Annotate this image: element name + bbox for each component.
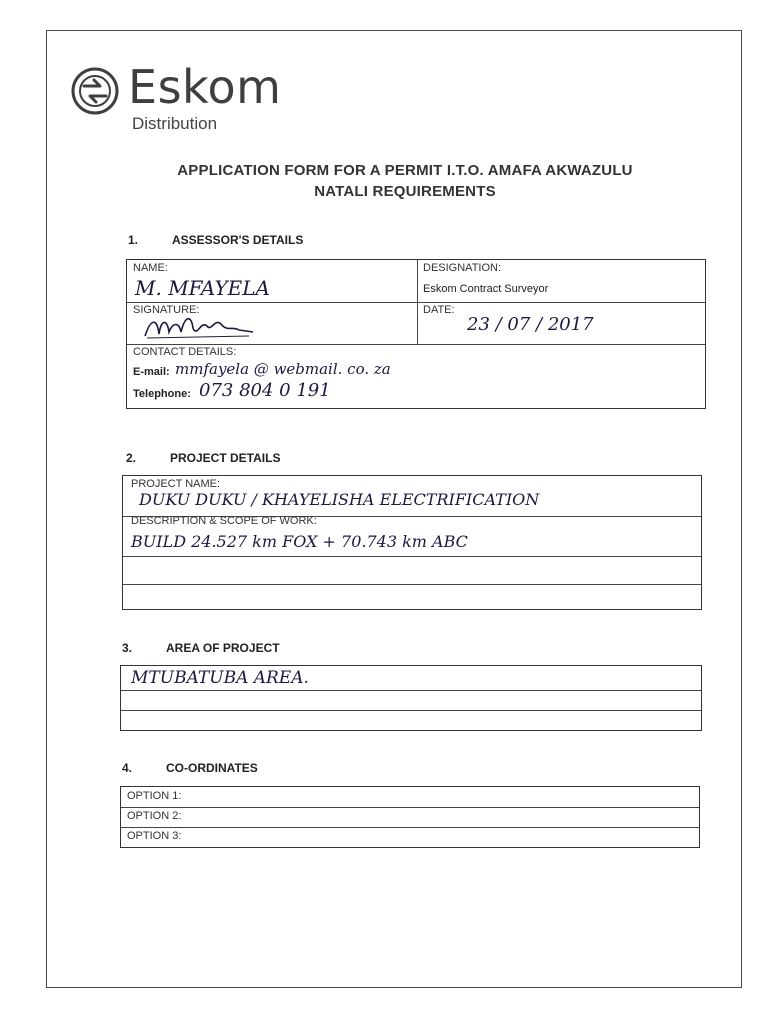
project-row-divider-2 <box>123 556 701 557</box>
eskom-emblem-icon <box>70 66 120 116</box>
designation-value[interactable]: Eskom Contract Surveyor <box>423 283 549 295</box>
date-value[interactable]: 23 / 07 / 2017 <box>467 314 594 335</box>
contact-details-label: CONTACT DETAILS: <box>133 346 237 358</box>
designation-label: DESIGNATION: <box>423 262 502 274</box>
project-name-label: PROJECT NAME: <box>131 478 221 490</box>
section-2-title: PROJECT DETAILS <box>170 451 281 465</box>
telephone-value[interactable]: 073 804 0 191 <box>199 380 331 401</box>
section-4-heading <box>122 761 258 775</box>
project-name-value[interactable]: DUKU DUKU / KHAYELISHA ELECTRIFICATION <box>139 490 540 509</box>
coordinate-option-2-label: OPTION 2: <box>127 810 182 822</box>
assessor-row-divider-2 <box>127 344 705 345</box>
name-value[interactable]: M. MFAYELA <box>135 276 270 300</box>
section-3-heading <box>122 641 280 655</box>
section-2-heading <box>126 451 280 465</box>
section-2-number: 2. <box>126 451 137 465</box>
area-value[interactable]: MTUBATUBA AREA. <box>131 668 309 688</box>
assessor-details-box <box>126 259 706 409</box>
section-1-number: 1. <box>128 233 139 247</box>
coordinate-option-1-label: OPTION 1: <box>127 790 182 802</box>
area-row-divider-1 <box>121 690 701 691</box>
section-1-title: ASSESSOR'S DETAILS <box>172 233 304 247</box>
project-row-divider-3 <box>123 584 701 585</box>
section-4-title: CO-ORDINATES <box>166 761 258 775</box>
project-details-box <box>122 475 702 610</box>
scope-value[interactable]: BUILD 24.527 km FOX + 70.743 km ABC <box>131 532 468 551</box>
handwritten-signature <box>141 310 261 344</box>
eskom-logo <box>70 60 282 144</box>
coordinate-option-3-label: OPTION 3: <box>127 830 182 842</box>
coordinates-box <box>120 786 700 848</box>
form-title <box>120 160 690 202</box>
date-label: DATE: <box>423 304 455 316</box>
coordinates-row-divider-1 <box>121 807 699 808</box>
assessor-row-divider-1 <box>127 302 705 303</box>
form-title-line-1: APPLICATION FORM FOR A PERMIT I.T.O. AMAFA AKWAZULU <box>177 162 633 179</box>
section-1-heading <box>128 233 303 247</box>
section-3-title: AREA OF PROJECT <box>166 641 280 655</box>
name-label: NAME: <box>133 262 168 274</box>
area-row-divider-2 <box>121 710 701 711</box>
coordinates-row-divider-2 <box>121 827 699 828</box>
telephone-label: Telephone: <box>133 388 191 400</box>
signature-label: SIGNATURE: <box>133 304 200 316</box>
email-label: E-mail: <box>133 366 170 378</box>
form-title-line-2: NATALI REQUIREMENTS <box>314 183 496 200</box>
email-value[interactable]: mmfayela @ webmail. co. za <box>175 360 391 378</box>
brand-name: Eskom <box>128 60 282 114</box>
scope-label: DESCRIPTION & SCOPE OF WORK: <box>131 515 317 527</box>
section-4-number: 4. <box>122 761 133 775</box>
brand-subtitle: Distribution <box>132 114 218 133</box>
area-of-project-box <box>120 665 702 731</box>
section-3-number: 3. <box>122 641 133 655</box>
